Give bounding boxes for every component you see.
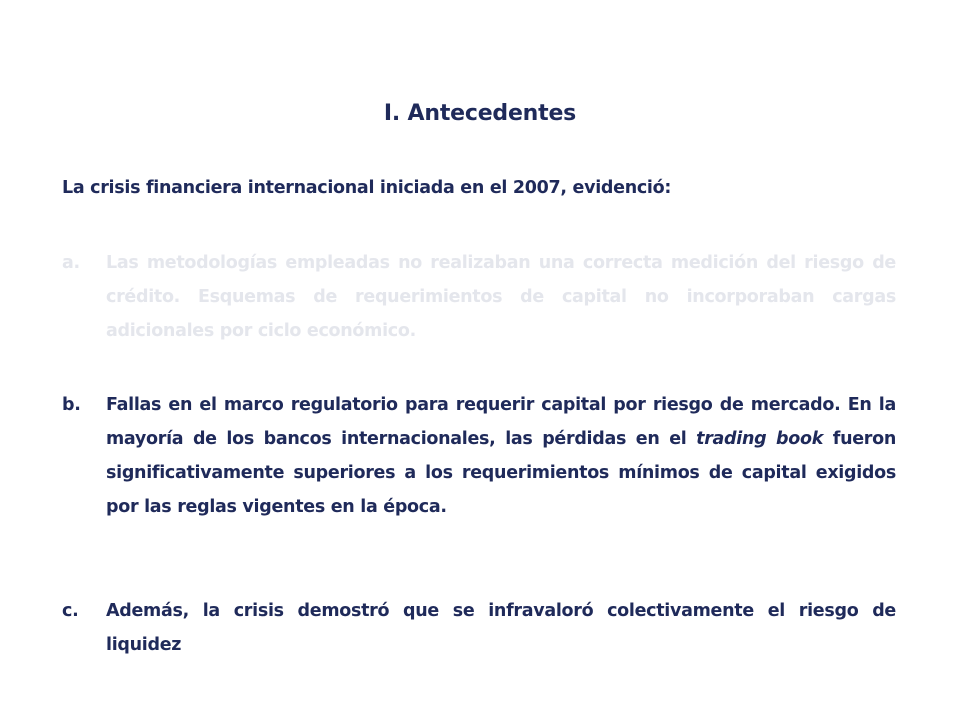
list-marker-a: a.: [62, 253, 80, 273]
list-text-a: Las metodologías empleadas no realizaban una correcta medición del riesgo de crédito. Esquemas de requerimientos de capital no incorporaban cargas adicionales por ciclo económico.: [106, 253, 896, 341]
list-marker-c: c.: [62, 601, 79, 621]
slide-title: I. Antecedentes: [383, 101, 577, 126]
list-text-b: [106, 388, 896, 524]
list-text-c: Además, la crisis demostró que se infravaloró colectivamente el riesgo de liquidez: [106, 601, 896, 655]
list-text-b-part2: fueron significativamente superiores a los requerimientos mínimos de capital exigidos por las reglas vigentes en la época.: [106, 429, 897, 517]
list-marker-b: b.: [62, 395, 81, 415]
list-item-b: [62, 388, 896, 524]
list-item-a: [62, 246, 896, 348]
list-text-b-part1: Fallas en el marco regulatorio para requerir capital por riesgo de mercado. En la mayoría de los bancos internacionales, las pérdidas en el: [106, 395, 896, 449]
list-text-b-italic: trading book: [696, 429, 824, 449]
list-item-c: [62, 594, 896, 662]
intro-text: La crisis financiera internacional iniciada en el 2007, evidenció:: [62, 178, 672, 198]
